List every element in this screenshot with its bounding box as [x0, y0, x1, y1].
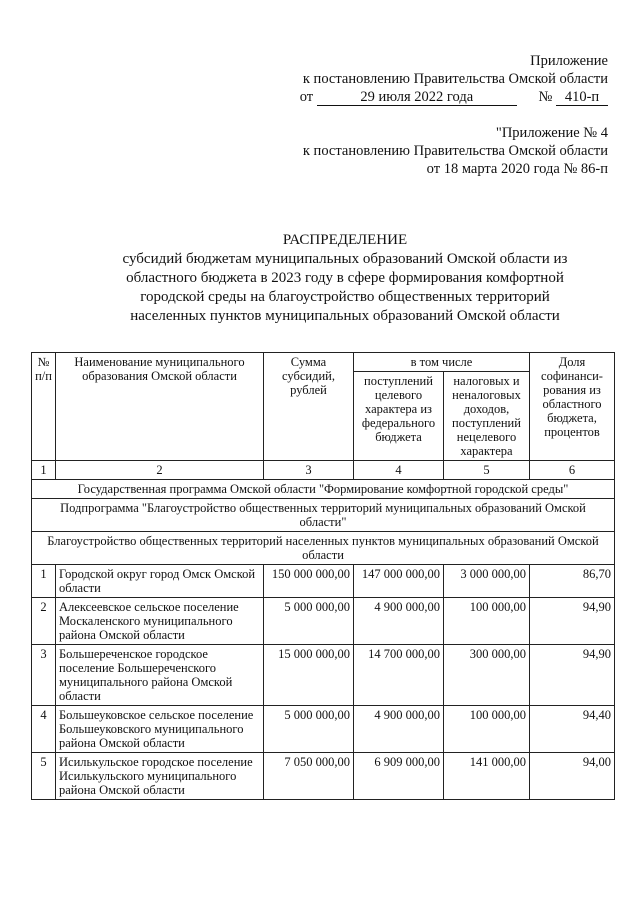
row-sum: 5 000 000,00	[264, 598, 354, 645]
row-sum: 150 000 000,00	[264, 565, 354, 598]
subprogram-title: Подпрограмма "Благоустройство общественных территорий муниципальных образований Омской области"	[32, 499, 615, 532]
row-tax: 300 000,00	[444, 645, 530, 706]
row-share: 94,90	[530, 645, 615, 706]
col-number: 5	[444, 461, 530, 480]
row-tax: 100 000,00	[444, 706, 530, 753]
col-number: 2	[56, 461, 264, 480]
row-num: 1	[32, 565, 56, 598]
row-name: Алексеевское сельское поселение Москаленского муниципального района Омской области	[56, 598, 264, 645]
row-federal: 147 000 000,00	[354, 565, 444, 598]
row-share: 86,70	[530, 565, 615, 598]
row-name: Городской округ город Омск Омской области	[56, 565, 264, 598]
appendix-header	[300, 52, 608, 106]
title-main: РАСПРЕДЕЛЕНИЕ	[282, 232, 408, 248]
row-share: 94,40	[530, 706, 615, 753]
subprogram-row	[32, 499, 615, 532]
header-row	[32, 353, 615, 372]
number-label: №	[538, 89, 553, 105]
title-line-4: населенных пунктов муниципальных образований Омской области	[130, 308, 560, 324]
col-name-header: Наименование муниципального образования Омской области	[56, 353, 264, 461]
row-num: 4	[32, 706, 56, 753]
table-row	[32, 706, 615, 753]
row-federal: 14 700 000,00	[354, 645, 444, 706]
row-sum: 7 050 000,00	[264, 753, 354, 800]
title-line-1: субсидий бюджетам муниципальных образований Омской области из	[122, 251, 568, 267]
quoted-appendix: "Приложение № 4	[495, 125, 608, 141]
col-number: 3	[264, 461, 354, 480]
row-num: 3	[32, 645, 56, 706]
from-label: от	[299, 89, 314, 105]
row-share: 94,00	[530, 753, 615, 800]
title-line-3: городской среды на благоустройство общественных территорий	[140, 289, 550, 305]
quoted-appendix-header	[303, 124, 608, 178]
document-title	[100, 231, 590, 326]
decree-date: 29 июля 2022 года	[317, 89, 517, 106]
appendix-title: Приложение	[530, 53, 608, 69]
appendix-to-decree: к постановлению Правительства Омской области	[302, 71, 608, 87]
quoted-date: от 18 марта 2020 года № 86-п	[426, 161, 608, 177]
row-num: 2	[32, 598, 56, 645]
decree-date-line	[300, 88, 608, 106]
title-line-2: областного бюджета в 2023 году в сфере формирования комфортной	[126, 270, 564, 286]
row-share: 94,90	[530, 598, 615, 645]
table-row	[32, 645, 615, 706]
col-number: 1	[32, 461, 56, 480]
row-tax: 100 000,00	[444, 598, 530, 645]
col-number: 6	[530, 461, 615, 480]
decree-number: 410-п	[556, 89, 608, 106]
col-including-header: в том числе	[354, 353, 530, 372]
row-num: 5	[32, 753, 56, 800]
col-number: 4	[354, 461, 444, 480]
row-name: Исилькульское городское поселение Исилькульского муниципального района Омской области	[56, 753, 264, 800]
col-sum-header: Сумма субсидий, рублей	[264, 353, 354, 461]
col-share-header: Доля софинанси-рования из областного бюджета, процентов	[530, 353, 615, 461]
program-title: Государственная программа Омской области "Формирование комфортной городской среды"	[32, 480, 615, 499]
row-federal: 4 900 000,00	[354, 706, 444, 753]
table-row	[32, 565, 615, 598]
row-sum: 15 000 000,00	[264, 645, 354, 706]
quoted-to-decree: к постановлению Правительства Омской области	[302, 143, 608, 159]
program-row	[32, 480, 615, 499]
section-row	[32, 532, 615, 565]
col-federal-header: поступлений целевого характера из федерального бюджета	[354, 372, 444, 461]
row-name: Большереченское городское поселение Большереченского муниципального района Омской области	[56, 645, 264, 706]
table-row	[32, 598, 615, 645]
row-name: Большеуковское сельское поселение Большеуковского муниципального района Омской области	[56, 706, 264, 753]
distribution-table	[31, 352, 615, 800]
section-title: Благоустройство общественных территорий населенных пунктов муниципальных образований Омской области	[32, 532, 615, 565]
row-federal: 4 900 000,00	[354, 598, 444, 645]
column-number-row	[32, 461, 615, 480]
col-tax-header: налоговых и неналоговых доходов, поступлений нецелевого характера	[444, 372, 530, 461]
row-federal: 6 909 000,00	[354, 753, 444, 800]
table-row	[32, 753, 615, 800]
row-tax: 141 000,00	[444, 753, 530, 800]
col-num-header: № п/п	[32, 353, 56, 461]
row-sum: 5 000 000,00	[264, 706, 354, 753]
row-tax: 3 000 000,00	[444, 565, 530, 598]
